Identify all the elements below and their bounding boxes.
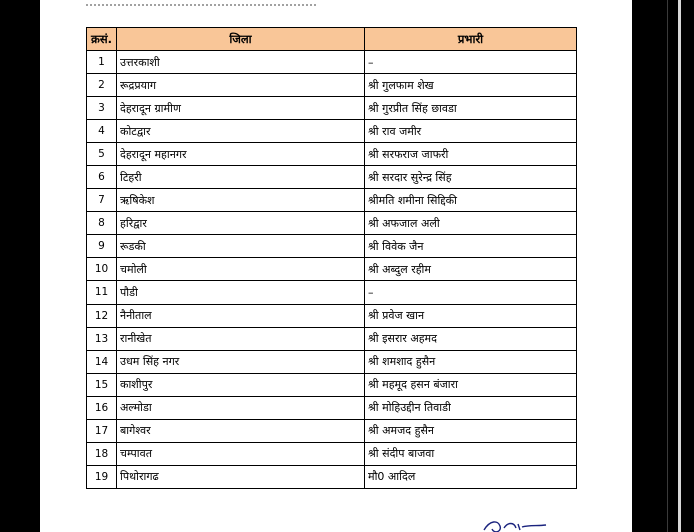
table-row	[87, 373, 577, 396]
serial-number-cell: 19	[87, 465, 117, 488]
incharge-cell: श्री शमशाद हुसैन	[365, 350, 577, 373]
incharge-cell: श्री प्रवेज खान	[365, 304, 577, 327]
incharge-cell: श्री विवेक जैन	[365, 235, 577, 258]
serial-number-cell: 1	[87, 51, 117, 74]
district-cell: उत्तरकाशी	[117, 51, 365, 74]
district-cell: पिथोरागढ	[117, 465, 365, 488]
cropped-heading-text	[86, 0, 316, 6]
table-row	[87, 396, 577, 419]
table-row	[87, 281, 577, 304]
table-row	[87, 419, 577, 442]
district-cell: नैनीताल	[117, 304, 365, 327]
incharge-cell: श्री अमजद हुसैन	[365, 419, 577, 442]
serial-number-cell: 10	[87, 258, 117, 281]
district-cell: देहरादून महानगर	[117, 143, 365, 166]
incharge-cell: –	[365, 51, 577, 74]
document-page	[40, 0, 632, 532]
serial-number-cell: 17	[87, 419, 117, 442]
table-row	[87, 442, 577, 465]
serial-number-cell: 2	[87, 74, 117, 97]
serial-number-cell: 4	[87, 120, 117, 143]
table-row	[87, 189, 577, 212]
district-cell: अल्मोडा	[117, 396, 365, 419]
district-cell: काशीपुर	[117, 373, 365, 396]
incharge-cell: श्री संदीप बाजवा	[365, 442, 577, 465]
serial-header: क्रसं.	[87, 28, 117, 51]
incharge-cell: श्री अफजाल अली	[365, 212, 577, 235]
serial-number-cell: 3	[87, 97, 117, 120]
incharge-cell: श्री महमूद हसन बंजारा	[365, 373, 577, 396]
district-cell: चमोली	[117, 258, 365, 281]
table-row	[87, 235, 577, 258]
incharge-cell: श्री अब्दुल रहीम	[365, 258, 577, 281]
district-cell: रूद्रप्रयाग	[117, 74, 365, 97]
district-cell: देहरादून ग्रामीण	[117, 97, 365, 120]
district-cell: टिहरी	[117, 166, 365, 189]
incharge-cell: श्री गुलफाम शेख	[365, 74, 577, 97]
table-row	[87, 465, 577, 488]
serial-number-cell: 6	[87, 166, 117, 189]
district-cell: रूडकी	[117, 235, 365, 258]
scan-edge-border	[678, 0, 681, 532]
table-row	[87, 97, 577, 120]
serial-number-cell: 5	[87, 143, 117, 166]
incharge-cell: श्री सरदार सुरेन्द्र सिंह	[365, 166, 577, 189]
table-row	[87, 350, 577, 373]
table-row	[87, 74, 577, 97]
district-header: जिला	[117, 28, 365, 51]
table-row	[87, 143, 577, 166]
table-row	[87, 212, 577, 235]
serial-number-cell: 9	[87, 235, 117, 258]
table-row	[87, 120, 577, 143]
table-row	[87, 258, 577, 281]
district-cell: पौडी	[117, 281, 365, 304]
serial-number-cell: 18	[87, 442, 117, 465]
table-row	[87, 51, 577, 74]
district-cell: बागेश्वर	[117, 419, 365, 442]
serial-number-cell: 16	[87, 396, 117, 419]
incharge-cell: श्रीमति शमीना सिद्दिकी	[365, 189, 577, 212]
district-cell: हरिद्वार	[117, 212, 365, 235]
table-row	[87, 327, 577, 350]
scan-edge-line	[667, 0, 668, 532]
incharge-cell: श्री इसरार अहमद	[365, 327, 577, 350]
incharge-cell: –	[365, 281, 577, 304]
incharge-cell: श्री राव जमीर	[365, 120, 577, 143]
serial-number-cell: 14	[87, 350, 117, 373]
serial-number-cell: 12	[87, 304, 117, 327]
district-cell: कोटद्वार	[117, 120, 365, 143]
table-row	[87, 166, 577, 189]
incharge-cell: श्री सरफराज जाफरी	[365, 143, 577, 166]
district-cell: उधम सिंह नगर	[117, 350, 365, 373]
table-header-row	[87, 28, 577, 51]
district-incharge-table	[86, 27, 577, 489]
district-cell: चम्पावत	[117, 442, 365, 465]
serial-number-cell: 11	[87, 281, 117, 304]
serial-number-cell: 15	[87, 373, 117, 396]
serial-number-cell: 8	[87, 212, 117, 235]
incharge-header: प्रभारी	[365, 28, 577, 51]
table-row	[87, 304, 577, 327]
serial-number-cell: 13	[87, 327, 117, 350]
district-cell: ऋषिकेश	[117, 189, 365, 212]
signature-mark	[480, 516, 550, 532]
incharge-cell: श्री गुरप्रीत सिंह छावडा	[365, 97, 577, 120]
incharge-cell: मौ0 आदिल	[365, 465, 577, 488]
district-cell: रानीखेत	[117, 327, 365, 350]
incharge-cell: श्री मोहिउद्दीन तिवाडी	[365, 396, 577, 419]
serial-number-cell: 7	[87, 189, 117, 212]
